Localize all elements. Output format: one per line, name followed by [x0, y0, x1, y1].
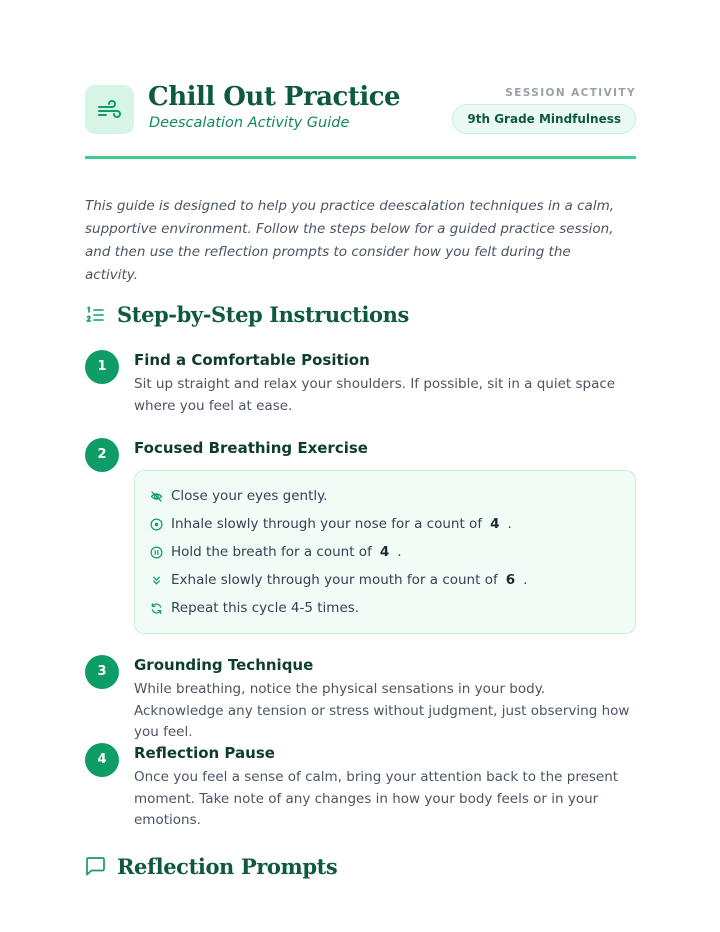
eye-off-icon — [149, 489, 163, 503]
breathing-step-text: Inhale slowly through your nose for a count of — [171, 516, 483, 532]
step-description: Once you feel a sense of calm, bring your attention back to the present moment. Take note of any changes in how your body feels or in your emotions. — [134, 769, 619, 828]
step-title: Focused Breathing Exercise — [134, 439, 368, 457]
reflection-heading — [85, 854, 337, 879]
step-number: 1 — [85, 350, 119, 384]
breathing-step — [149, 542, 402, 562]
breathing-step-end: . — [507, 516, 512, 532]
page-subtitle: Deescalation Activity Guide — [149, 115, 350, 131]
step-number: 3 — [85, 655, 119, 689]
step-number: 2 — [85, 438, 119, 472]
breathing-step-text: Hold the breath for a count of — [171, 544, 372, 560]
step-title: Find a Comfortable Position — [134, 351, 370, 369]
breathing-step — [149, 598, 359, 618]
step-description: Sit up straight and relax your shoulders. If possible, sit in a quiet space where you feel at ease. — [134, 376, 616, 414]
breath-count: 6 — [505, 572, 516, 588]
refresh-icon — [149, 601, 163, 615]
message-square-icon — [85, 856, 107, 878]
numbered-list-icon — [85, 304, 107, 326]
breathing-step-end: . — [523, 572, 528, 588]
breathing-steps-box — [134, 470, 636, 634]
breathing-step-text: Repeat this cycle 4-5 times. — [171, 600, 360, 616]
inhale-icon — [149, 517, 163, 531]
header-divider — [85, 156, 636, 159]
step-description: While breathing, notice the physical sensations in your body. Acknowledge any tension or stress without judgment, just observing how you feel. — [134, 681, 630, 740]
pause-icon — [149, 545, 163, 559]
step-number: 4 — [85, 743, 119, 777]
breathing-step-text: Exhale slowly through your mouth for a count of — [171, 572, 498, 588]
instructions-heading — [85, 302, 409, 327]
wind-icon — [85, 85, 134, 134]
session-label: SESSION ACTIVITY — [505, 87, 636, 99]
chevrons-down-icon — [149, 573, 163, 587]
step-title: Grounding Technique — [134, 656, 314, 674]
header — [85, 82, 636, 157]
breath-count: 4 — [379, 544, 390, 560]
breathing-step-text: Close your eyes gently. — [171, 488, 328, 504]
breathing-step-end: . — [397, 544, 402, 560]
instructions-heading-text: Step-by-Step Instructions — [117, 302, 409, 327]
breathing-step — [149, 570, 527, 590]
breathing-step — [149, 514, 512, 534]
session-badge: 9th Grade Mindfulness — [452, 104, 636, 134]
page-title: Chill Out Practice — [148, 82, 401, 112]
breath-count: 4 — [490, 516, 500, 532]
reflection-heading-text: Reflection Prompts — [117, 854, 338, 879]
intro-text: This guide is designed to help you practice deescalation techniques in a calm, supportive environment. Follow the steps below for a guided practice session, and then use the reflection prompts to consider how you felt during the activity. — [85, 198, 615, 283]
breathing-step — [149, 486, 327, 506]
step-title: Reflection Pause — [134, 744, 275, 762]
